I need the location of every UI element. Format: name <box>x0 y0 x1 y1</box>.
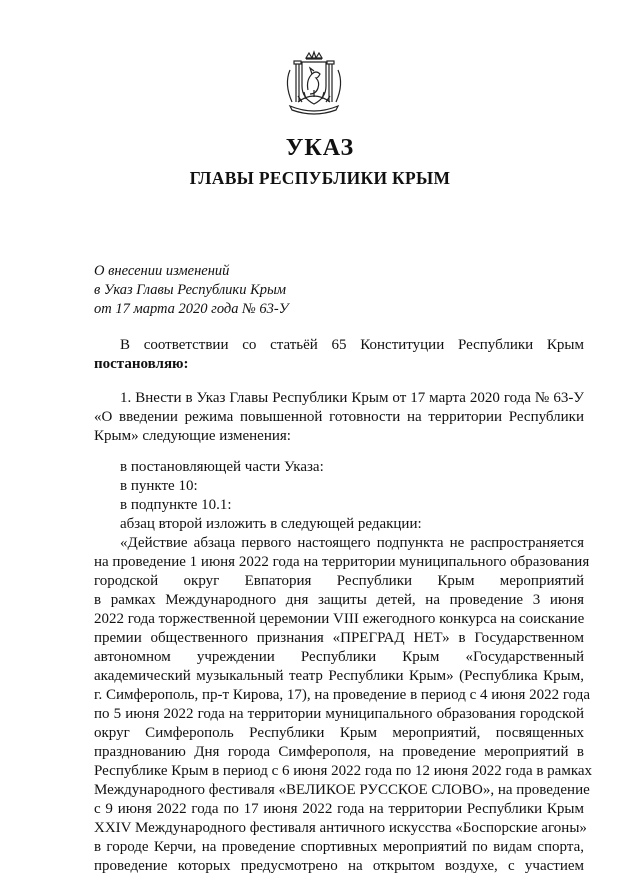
quote-line-1: «Действие абзаца первого настоящего подпункта не распространяется <box>120 535 584 551</box>
decree-issuer: ГЛАВЫ РЕСПУБЛИКИ КРЫМ <box>189 168 451 188</box>
quote-line-7: автономном учреждении Республики Крым «Государственный <box>94 649 584 665</box>
quote-line-17: в городе Керчи, на проведение спортивных мероприятий по видам спорта, <box>94 839 584 855</box>
item1-line-3: Крым» следующие изменения: <box>94 428 291 444</box>
subject-line-2: в Указ Главы Республики Крым <box>94 282 287 298</box>
quote-line-10: по 5 июня 2022 года на территории муниципального образования городской <box>94 706 584 722</box>
quote-line-6: премии общественного признания «ПРЕГРАД НЕТ» в Государственном <box>94 630 584 646</box>
item1-line-1: 1. Внести в Указ Главы Республики Крым от 17 марта 2020 года № 63-У <box>120 390 584 406</box>
quote-line-13: Республике Крым в период с 6 июня 2022 года по 12 июня 2022 года в рамках <box>94 763 593 779</box>
quote-line-16: XXIV Международного фестиваля античного искусства «Боспорские агоны» <box>94 820 587 836</box>
crimea-coat-of-arms-icon <box>276 50 352 116</box>
subitem-line-1: в постановляющей части Указа: <box>120 459 324 475</box>
subitem-line-2: в пункте 10: <box>120 478 198 494</box>
quote-line-4: в рамках Международного дня защиты детей, на проведение 3 июня <box>94 592 584 608</box>
quote-line-8: академический музыкальный театр Республики Крым» (Республика Крым, <box>94 668 584 684</box>
preamble-line-2 <box>94 355 189 374</box>
subitem-line-4: абзац второй изложить в следующей редакции: <box>120 516 422 532</box>
decree-title: УКАЗ <box>285 135 355 161</box>
preamble-keyword: постановляю <box>94 356 184 372</box>
quote-line-3: городской округ Евпатория Республики Крым мероприятий <box>94 573 584 589</box>
preamble-line-1: В соответствии со статьёй 65 Конституции Республики Крым <box>120 337 584 353</box>
subitem-line-3: в подпункте 10.1: <box>120 497 232 513</box>
subject-line-1: О внесении изменений <box>94 263 230 279</box>
quote-line-2: на проведение 1 июня 2022 года на территории муниципального образования <box>94 554 590 570</box>
quote-line-5: 2022 года торжественной церемонии VIII ежегодного конкурса на соискание <box>94 611 585 627</box>
subject-line-3: от 17 марта 2020 года № 63-У <box>94 301 289 317</box>
quote-line-12: празднованию Дня города Симферополя, на проведение мероприятий в <box>94 744 584 760</box>
preamble-colon: : <box>183 356 189 372</box>
quote-line-9: г. Симферополь, пр-т Кирова, 17), на проведение в период с 4 июня 2022 года <box>94 687 591 703</box>
item1-line-2: «О введении режима повышенной готовности на территории Республики <box>94 409 584 425</box>
quote-line-14: Международного фестиваля «ВЕЛИКОЕ РУССКОЕ СЛОВО», на проведение <box>94 782 590 798</box>
quote-line-15: с 9 июня 2022 года по 17 июня 2022 года на территории Республики Крым <box>94 801 584 817</box>
quote-line-11: округ Симферополь Республики Крым мероприятий, посвященных <box>94 725 584 741</box>
decree-subject <box>94 262 289 319</box>
quote-line-18: проведение которых предусмотрено на открытом воздухе, с участием <box>94 858 584 874</box>
